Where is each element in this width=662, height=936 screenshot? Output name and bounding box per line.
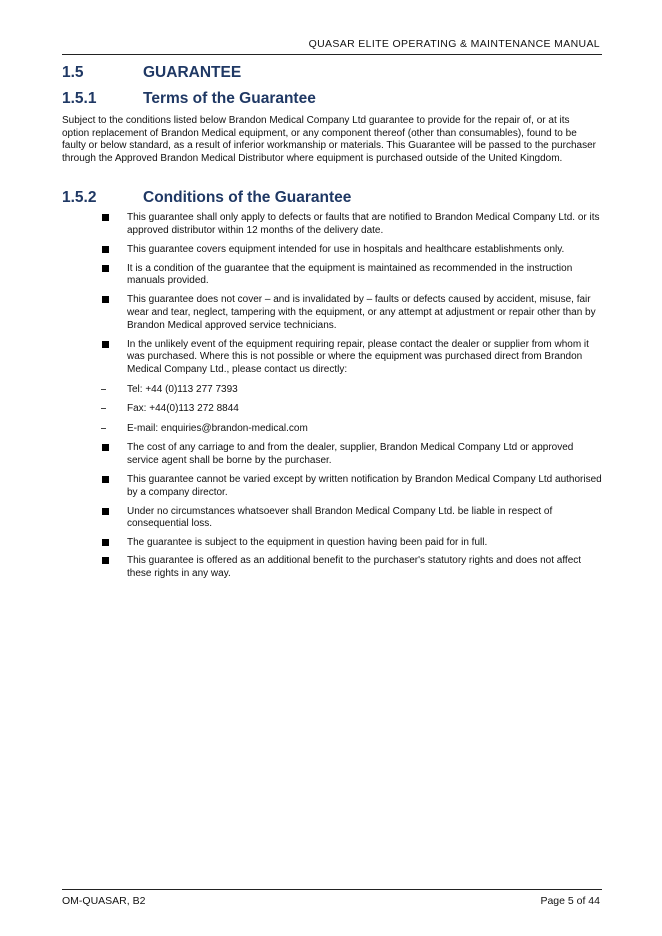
list-item <box>98 212 603 237</box>
contact-phone: Tel: +44 (0)113 277 7393 <box>127 383 238 395</box>
contact-email: E-mail: enquiries@brandon-medical.com <box>127 422 308 434</box>
conditions-title: Conditions of the Guarantee <box>143 189 352 206</box>
bullet-square-icon <box>102 246 109 253</box>
list-item-text: This guarantee shall only apply to defects or faults that are notified to Brandon Medical Company Ltd. or its approved distributor within 12 months of the delivery date. <box>127 212 600 236</box>
dash-bullet-icon <box>101 428 106 429</box>
bullet-square-icon <box>102 341 109 348</box>
contact-item <box>98 384 603 397</box>
bullet-square-icon <box>102 444 109 451</box>
list-item-text: The guarantee is subject to the equipment in question having been paid for in full. <box>127 537 488 549</box>
contact-item <box>98 423 603 436</box>
section-heading <box>62 64 241 82</box>
bullet-square-icon <box>102 214 109 221</box>
list-item-text: Under no circumstances whatsoever shall Brandon Medical Company Ltd. be liable in respect of consequential loss. <box>127 505 553 530</box>
list-item <box>98 474 603 499</box>
dash-bullet-icon <box>101 389 106 390</box>
list-item-text: This guarantee is offered as an additional benefit to the purchaser's statutory rights and does not affect these rights in any way. <box>127 554 582 579</box>
terms-heading <box>62 90 316 108</box>
contact-fax: Fax: +44(0)113 272 8844 <box>127 403 239 415</box>
list-item-text: This guarantee covers equipment intended for use in hospitals and healthcare establishments only. <box>127 243 565 255</box>
bullet-square-icon <box>102 476 109 483</box>
section-title: GUARANTEE <box>143 64 242 81</box>
contact-item <box>98 403 603 416</box>
list-item <box>98 537 603 550</box>
list-item <box>98 244 603 257</box>
conditions-heading <box>62 189 351 207</box>
bullet-square-icon <box>102 557 109 564</box>
dash-bullet-icon <box>101 408 106 409</box>
list-item-text: In the unlikely event of the equipment requiring repair, please contact the dealer or supplier from whom it was purchased. Where this is not possible or where the equipment was purchased direct from Brandon Medical Company Ltd., please contact us directly: <box>127 338 589 375</box>
terms-number: 1.5.1 <box>62 90 97 107</box>
list-item-text: This guarantee does not cover – and is invalidated by – faults or defects caused by accident, misuse, fair wear and tear, neglect, tampering with the equipment, or any attempt at adjustment or repair other than by Brandon Medical approved service technicians. <box>127 294 596 331</box>
terms-body: Subject to the conditions listed below Brandon Medical Company Ltd guarantee to provide for the repair of, or at its option replacement of Brandon Medical equipment, or any component thereof (other than consumables), found to be faulty or below standard, as a result of inferior workmanship or materials. This Guarantee will be passed to the purchaser through the Approved Brandon Medical Distributor where equipment is purchased outside of the United Kingdom. <box>62 115 596 164</box>
bullet-square-icon <box>102 265 109 272</box>
conditions-number: 1.5.2 <box>62 189 97 206</box>
bullet-square-icon <box>102 539 109 546</box>
terms-title: Terms of the Guarantee <box>143 90 316 107</box>
page-header <box>62 38 602 55</box>
list-item-text: The cost of any carriage to and from the dealer, supplier, Brandon Medical Company Ltd or approved service agent shall be borne by the purchaser. <box>127 442 574 466</box>
conditions-list <box>98 212 603 580</box>
list-item <box>98 555 603 580</box>
bullet-square-icon <box>102 508 109 515</box>
list-item-text: This guarantee cannot be varied except by written notification by Brandon Medical Company Ltd authorised by a company director. <box>127 474 602 498</box>
section-number: 1.5 <box>62 64 84 81</box>
list-item <box>98 442 603 467</box>
list-item <box>98 506 603 531</box>
manual-title: QUASAR ELITE OPERATING & MAINTENANCE MANUAL <box>308 38 600 50</box>
list-item <box>98 339 603 377</box>
list-item <box>98 263 603 288</box>
page-footer <box>62 889 602 910</box>
list-item <box>98 294 603 332</box>
list-item-text: It is a condition of the guarantee that the equipment is maintained as recommended in the instruction manuals provided. <box>127 262 573 287</box>
bullet-square-icon <box>102 296 109 303</box>
page-number: Page 5 of 44 <box>540 895 600 907</box>
document-reference: OM-QUASAR, B2 <box>62 895 146 907</box>
